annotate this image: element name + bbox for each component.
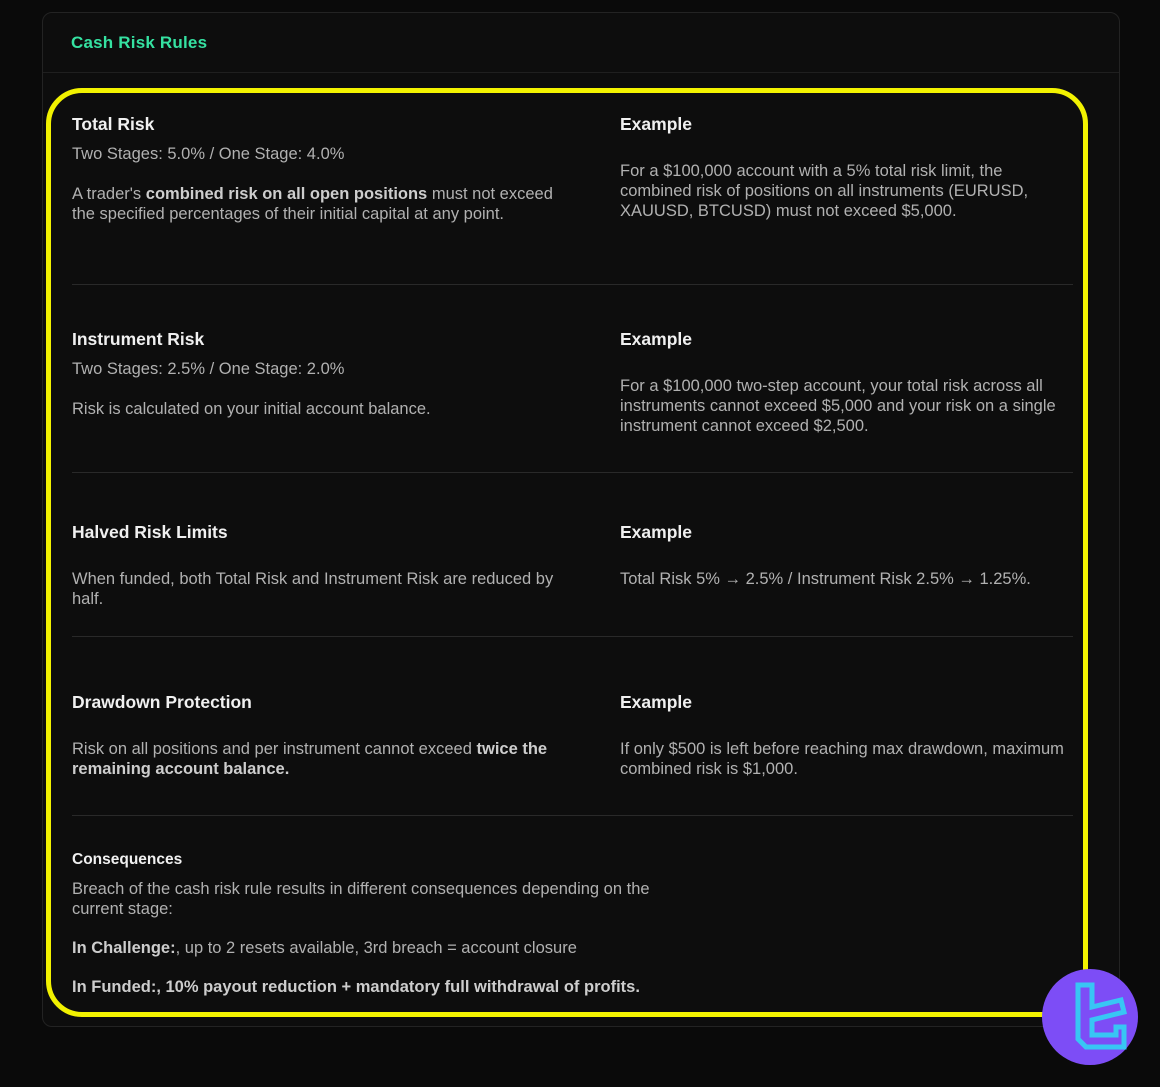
rule-example-column [620,521,1073,636]
rule-row-consequences [72,816,1073,997]
example-body: For a $100,000 two-step account, your total risk across all instruments cannot exceed $5,000 and your risk on a single instrument cannot exceed $2,500. [620,377,1056,435]
example-body: If only $500 is left before reaching max drawdown, maximum combined risk is $1,000. [620,740,1064,778]
rule-subtitle: Two Stages: 2.5% / One Stage: 2.0% [72,360,345,378]
page-title: Cash Risk Rules [71,32,208,52]
example-title: Example [620,692,692,712]
rule-title: Instrument Risk [72,329,205,349]
example-title: Example [620,329,692,349]
rule-row-halved-risk-limits [72,473,1073,637]
rule-body: Risk is calculated on your initial account balance. [72,400,431,418]
rule-description-column [72,691,620,815]
rule-title: Drawdown Protection [72,692,252,712]
card-header [43,13,1119,73]
rule-row-total-risk [72,93,1073,285]
example-body: Total Risk 5% → 2.5% / Instrument Risk 2.5% → 1.25%. [620,570,1031,588]
rule-body: When funded, both Total Risk and Instrument Risk are reduced by half. [72,570,554,608]
rule-description-column [72,328,620,472]
yellow-highlight-outline [46,88,1088,1017]
rule-example-column [620,113,1073,284]
brand-logo-icon [1042,969,1138,1065]
rule-body: Risk on all positions and per instrument cannot exceed twice the remaining account balance. [72,740,548,778]
rule-row-drawdown-protection [72,637,1073,816]
example-title: Example [620,522,692,542]
rule-example-column [620,328,1073,472]
rule-title: Halved Risk Limits [72,522,228,542]
rule-title: Total Risk [72,114,155,134]
rule-subtitle: Two Stages: 5.0% / One Stage: 4.0% [72,145,345,163]
consequences-funded: In Funded:, 10% payout reduction + mandatory full withdrawal of profits. [72,978,640,996]
example-title: Example [620,114,692,134]
rule-description-column [72,521,620,636]
rule-example-column [620,691,1073,815]
rule-body: A trader's combined risk on all open positions must not exceed the specified percentages of their initial capital at any point. [72,185,553,223]
consequences-challenge: In Challenge:, up to 2 resets available, 3rd breach = account closure [72,939,577,957]
rule-description-column [72,113,620,284]
brand-logo-button[interactable] [1042,969,1138,1065]
rule-title: Consequences [72,851,183,868]
consequences-intro: Breach of the cash risk rule results in different consequences depending on the current stage: [72,880,650,918]
cash-risk-rules-card [42,12,1120,1027]
example-body: For a $100,000 account with a 5% total risk limit, the combined risk of positions on all instruments (EURUSD, XAUUSD, BTCUSD) must not exceed $5,000. [620,162,1029,220]
rule-row-instrument-risk [72,285,1073,473]
